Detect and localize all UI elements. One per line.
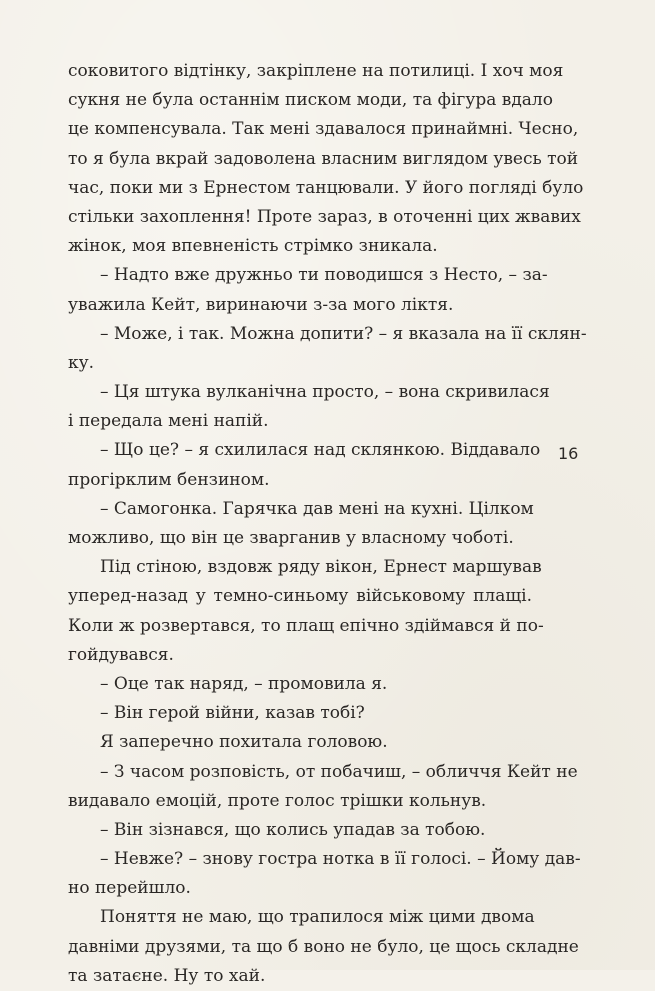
text-line: сукня не була останнім писком моди, та фігура вдало [68, 90, 553, 111]
text-line: уперед-назад у темно-синьому військовому плащі. [68, 586, 532, 607]
text-line: соковитого відтінку, закріплене на потилиці. І хоч моя [68, 61, 564, 81]
text-line: і передала мені напій. [68, 411, 269, 432]
text-line: Поняття не маю, що трапилося між цими двома [100, 907, 535, 928]
text-line: – Може, і так. Можна допити? – я вказала на її склян- [100, 323, 587, 344]
text-line: – З часом розповість, от побачиш, – обличчя Кейт не [100, 761, 578, 782]
text-line: – Невже? – знову гостра нотка в її голосі. – Йому дав- [100, 849, 581, 870]
text-line: час, поки ми з Ернестом танцювали. У його погляді було [68, 177, 584, 198]
text-line: но перейшло. [68, 878, 191, 899]
text-line: стільки захоплення! Проте зараз, в оточенні цих жвавих [68, 206, 581, 227]
text-line: прогірклим бензином. [68, 469, 270, 490]
text-line: гойдувався. [68, 644, 174, 665]
text-line: то я була вкрай задоволена власним виглядом увесь той [68, 148, 579, 169]
text-line: – Надто вже дружньо ти поводишся з Несто, – за- [100, 265, 548, 286]
text-line: жінок, моя впевненість стрімко зникала. [68, 236, 438, 257]
text-line: та затаєне. Ну то хай. [68, 965, 266, 986]
text-line: – Він герой війни, казав тобі? [100, 703, 365, 724]
text-line: ку. [68, 352, 95, 373]
text-line: давніми друзями, та що б воно не було, це щось складне [68, 936, 579, 957]
text-line: Коли ж розвертався, то плащ епічно здіймався й по- [68, 615, 544, 636]
page-number: 16 [558, 444, 579, 463]
text-line: – Самогонка. Гарячка дав мені на кухні. Цілком [100, 498, 534, 519]
text-line: видавало емоцій, проте голос трішки кольнув. [68, 790, 487, 811]
text-line: Я заперечно похитала головою. [100, 732, 388, 753]
text-line: Під стіною, вздовж ряду вікон, Ернест маршував [100, 557, 542, 578]
text-line: уважила Кейт, виринаючи з-за мого ліктя. [68, 294, 454, 315]
text-line: – Що це? – я схилилася над склянкою. Віддавало [100, 440, 541, 461]
text-line: це компенсувала. Так мені здавалося принаймні. Чесно, [68, 119, 579, 140]
text-line: – Ця штука вулканічна просто, – вона скривилася [100, 382, 550, 403]
text-line: – Він зізнався, що колись упадав за тобою. [100, 819, 486, 840]
text-line: – Оце так наряд, – промовила я. [100, 673, 388, 694]
text-line: можливо, що він це зварганив у власному чоботі. [68, 528, 514, 548]
